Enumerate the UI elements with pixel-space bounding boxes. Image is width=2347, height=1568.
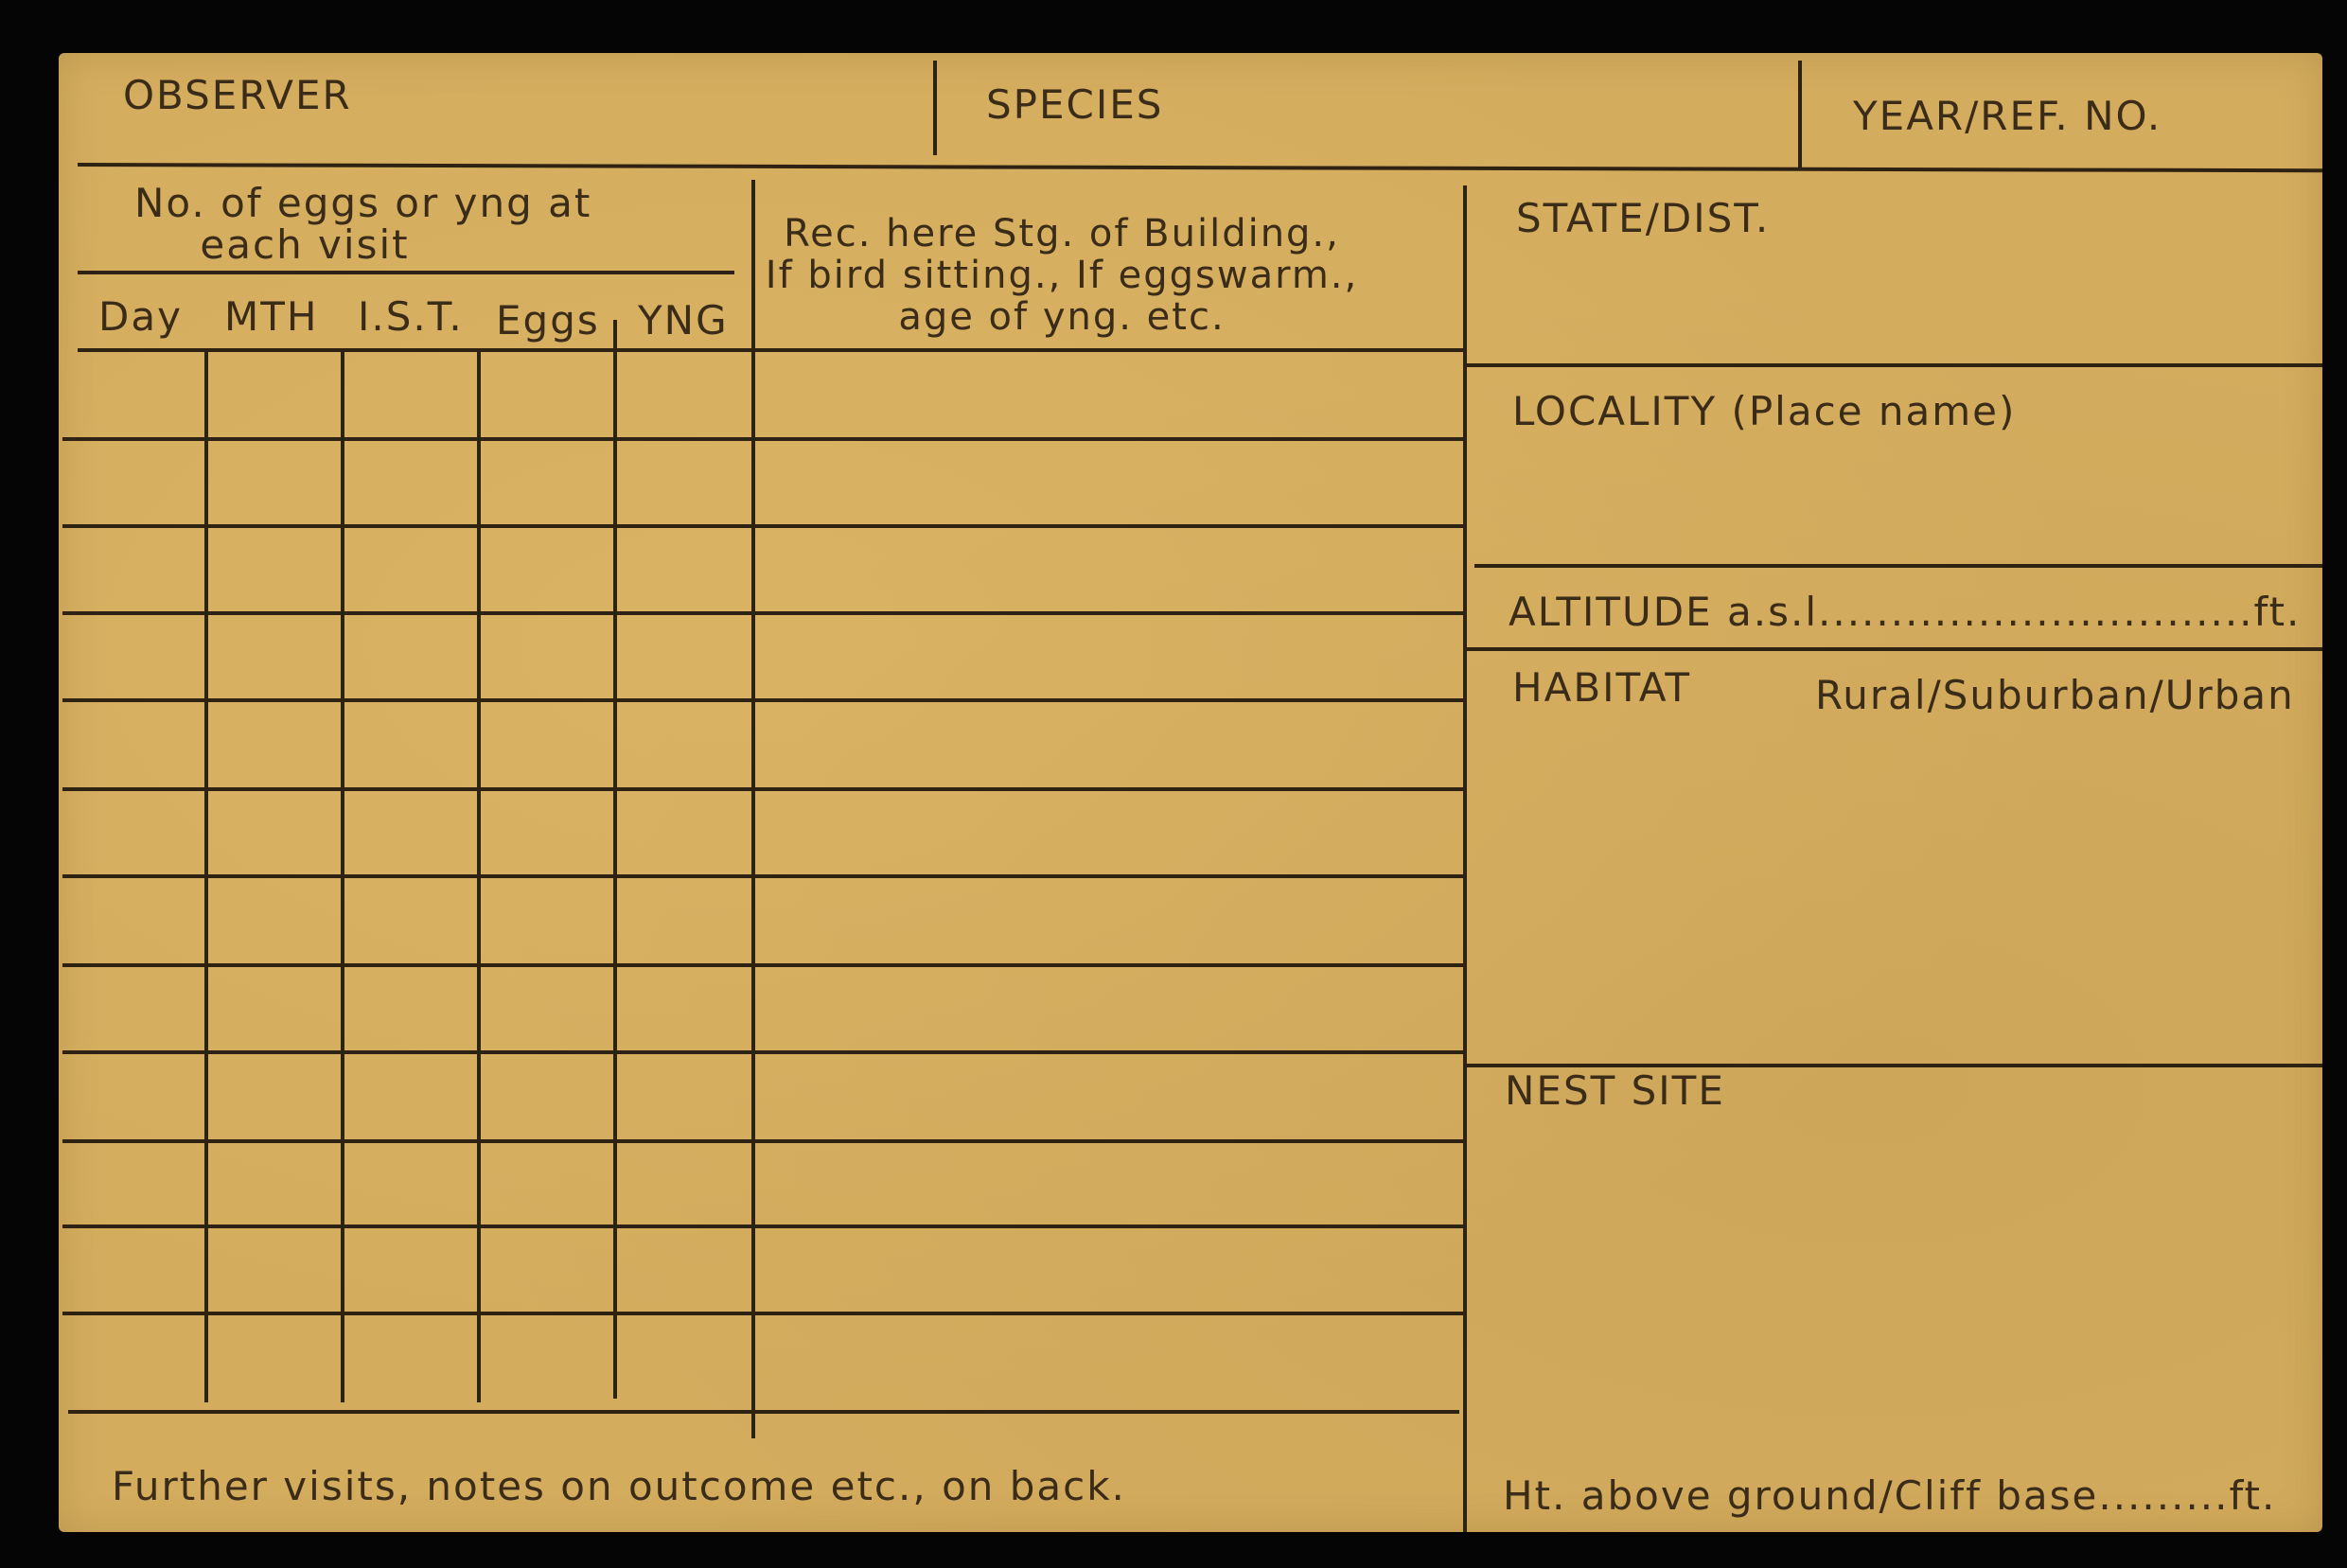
row-rule-6	[62, 874, 1467, 878]
record-line2: If bird sitting., If eggswarm.,	[765, 254, 1359, 297]
row-rule-10	[62, 1224, 1467, 1228]
row-rule-11	[62, 1312, 1467, 1315]
col-ist: I.S.T.	[358, 293, 464, 340]
col-day: Day	[98, 293, 183, 340]
table-header-rule	[78, 348, 1463, 352]
altitude-label: ALTITUDE a.s.l..............................ft.	[1509, 589, 2302, 635]
row-rule-1	[62, 437, 1463, 441]
row-rule-2	[62, 524, 1463, 528]
height-label: Ht. above ground/Cliff base.........ft.	[1503, 1472, 2277, 1519]
eggs-title-line2: each visit	[200, 221, 410, 268]
record-line3: age of yng. etc.	[898, 295, 1226, 339]
header-divider-2	[1798, 61, 1802, 170]
nest-site-label: NEST SITE	[1505, 1067, 1725, 1114]
col-line-eggs	[613, 320, 617, 1399]
record-line1: Rec. here Stg. of Building.,	[784, 212, 1340, 255]
header-bottom-rule	[78, 163, 2322, 172]
col-mth: MTH	[224, 293, 319, 340]
eggs-title-line1: No. of eggs or yng at	[134, 180, 592, 226]
row-rule-4	[62, 698, 1463, 702]
altitude-rule	[1467, 647, 2322, 651]
habitat-options: Rural/Suburban/Urban	[1815, 672, 2295, 718]
row-rule-7	[62, 963, 1463, 967]
row-rule-5	[62, 787, 1467, 791]
row-rule-3	[62, 611, 1463, 615]
year-ref-label: YEAR/REF. NO.	[1853, 93, 2162, 139]
eggs-record-divider	[751, 180, 755, 1438]
locality-rule	[1474, 564, 2322, 568]
right-panel-divider	[1463, 185, 1467, 1532]
col-eggs: Eggs	[496, 297, 600, 344]
row-rule-8	[62, 1050, 1463, 1054]
nest-record-card	[59, 53, 2322, 1532]
state-dist-label: STATE/DIST.	[1516, 195, 1771, 241]
table-bottom-rule	[68, 1410, 1459, 1414]
eggs-title-rule	[78, 271, 734, 274]
col-yng: YNG	[638, 297, 729, 344]
state-rule	[1467, 363, 2322, 367]
header-divider-1	[933, 61, 937, 155]
species-label: SPECIES	[986, 81, 1164, 128]
locality-label: LOCALITY (Place name)	[1512, 388, 2017, 434]
row-rule-9	[62, 1139, 1463, 1143]
footer-note: Further visits, notes on outcome etc., on back.	[112, 1463, 1126, 1509]
observer-label: OBSERVER	[123, 72, 352, 118]
habitat-label: HABITAT	[1512, 664, 1692, 711]
